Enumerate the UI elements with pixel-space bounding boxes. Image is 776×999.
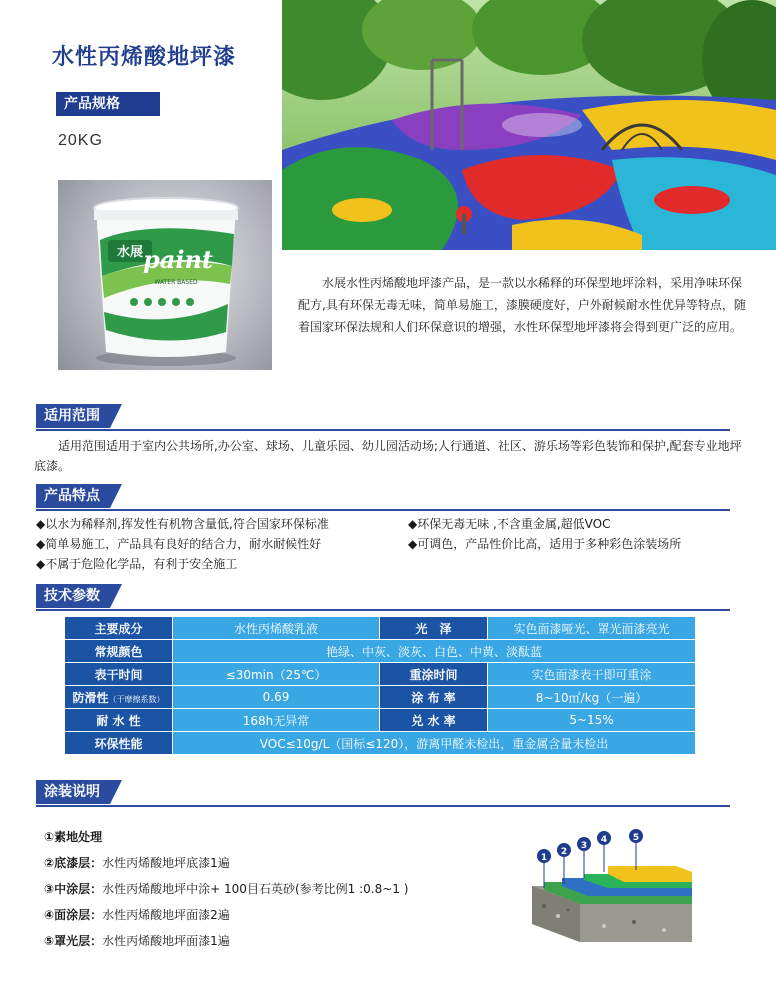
table-key: 主要成分: [65, 617, 173, 640]
table-key: 涂 布 率: [380, 686, 488, 709]
spec-value: 20KG: [58, 132, 103, 149]
bucket-brand-text: 水展: [116, 245, 144, 260]
table-value: 实色面漆哑光、罩光面漆亮光: [488, 617, 696, 640]
table-row: [65, 686, 696, 709]
layer-marker-text: 5: [632, 833, 640, 843]
section-features-label: 产品特点: [36, 484, 110, 508]
playground-photo: [282, 0, 776, 250]
playground-image: [282, 0, 776, 250]
layers-icon: [524, 826, 694, 944]
table-row: [65, 663, 696, 686]
layer-marker: [597, 831, 611, 845]
step-head: ③中涂层：: [44, 882, 103, 896]
table-value: 实色面漆表干即可重涂: [488, 663, 696, 686]
section-features-header: [36, 484, 110, 508]
bucket-script-text: paint: [143, 245, 213, 274]
step-head: ⑤罩光层：: [44, 934, 103, 948]
tech-table: [64, 616, 696, 755]
layer-marker: [537, 849, 551, 863]
coating-step: [44, 928, 408, 954]
layer-marker-text: 2: [560, 847, 568, 857]
section-divider: [36, 609, 730, 611]
table-row: [65, 617, 696, 640]
bucket-banner-text: WATER BASED: [154, 279, 198, 286]
table-key: 重涂时间: [380, 663, 488, 686]
layer-marker: [577, 837, 591, 851]
section-scope-label: 适用范围: [36, 404, 110, 428]
feature-item: ◆简单易施工，产品具有良好的结合力，耐水耐候性好: [36, 537, 322, 551]
table-key: 环保性能: [65, 732, 173, 755]
step-text: 水性丙烯酸地坪面漆2遍: [102, 908, 230, 922]
step-head: ④面涂层：: [44, 908, 103, 922]
table-key: 兑 水 率: [380, 709, 488, 732]
table-value: ≤30min（25℃）: [173, 663, 380, 686]
layer-marker: [629, 829, 643, 843]
table-value: 5~15%: [488, 709, 696, 732]
intro-paragraph: 水展水性丙烯酸地坪漆产品，是一款以水稀释的环保型地坪涂料，采用净味环保配方,具有环保无毒无味，简单易施工，漆膜硬度好，户外耐候耐水性优异等特点，随着国家环保法规和人们环保意识的增强，水性环保型地坪漆将会得到更广泛的应用。: [298, 276, 746, 334]
feature-item: ◆以水为稀释剂,挥发性有机物含量低,符合国家环保标准: [36, 517, 329, 531]
step-text: 水性丙烯酸地坪面漆1遍: [102, 934, 230, 948]
layer-marker-text: 3: [580, 841, 588, 851]
scope-text: 适用范围适用于室内公共场所,办公室、球场、儿童乐园、幼儿园活动场;人行通道、社区、游乐场等彩色装饰和保护,配套专业地坪底漆。: [34, 439, 742, 473]
table-value: 水性丙烯酸乳液: [173, 617, 380, 640]
feature-item: ◆不属于危险化学品，有利于安全施工: [36, 557, 238, 571]
coating-step: [44, 850, 408, 876]
section-coating-label: 涂装说明: [36, 780, 110, 804]
step-head: ②底漆层：: [44, 856, 103, 870]
section-divider: [36, 805, 730, 807]
section-divider: [36, 429, 730, 431]
step-head: ①素地处理: [44, 830, 103, 844]
layer-marker-text: 4: [600, 835, 608, 845]
table-key: 耐 水 性: [65, 709, 173, 732]
table-key: 表干时间: [65, 663, 173, 686]
table-value: VOC≤10g/L（国标≤120），游离甲醛未检出，重金属含量未检出: [173, 732, 696, 755]
layer-marker: [557, 843, 571, 857]
table-value: 艳绿、中灰、淡灰、白色、中黄、淡酞蓝: [173, 640, 696, 663]
step-text: 水性丙烯酸地坪底漆1遍: [102, 856, 230, 870]
section-tech-label: 技术参数: [36, 584, 110, 608]
coating-layers-diagram: [524, 826, 694, 944]
spec-badge: 产品规格: [56, 92, 160, 116]
coating-step: [44, 876, 408, 902]
layer-marker-text: 1: [540, 853, 548, 863]
table-value: 8~10㎡/kg（一遍）: [488, 686, 696, 709]
table-row: [65, 640, 696, 663]
coating-step: [44, 824, 408, 850]
section-divider: [36, 509, 730, 511]
page-title: 水性丙烯酸地坪漆: [52, 45, 237, 70]
table-key: [65, 686, 173, 709]
coating-steps: [44, 824, 408, 954]
feature-item: ◆环保无毒无味 ,不含重金属,超低VOC: [408, 517, 611, 531]
section-tech-header: [36, 584, 110, 608]
coating-step: [44, 902, 408, 928]
table-value: 168h无异常: [173, 709, 380, 732]
table-row: [65, 732, 696, 755]
table-key-note: （干摩擦系数）: [108, 694, 165, 704]
table-key-text: 防滑性: [72, 690, 109, 705]
product-image: [58, 180, 272, 370]
table-row: [65, 709, 696, 732]
table-value: 0.69: [173, 686, 380, 709]
feature-item: ◆可调色，产品性价比高，适用于多种彩色涂装场所: [408, 537, 682, 551]
section-coating-header: [36, 780, 110, 804]
table-key: 光 泽: [380, 617, 488, 640]
step-text: 水性丙烯酸地坪中涂+ 100目石英砂(参考比例1 :0.8~1 ): [102, 882, 409, 896]
table-key: 常规颜色: [65, 640, 173, 663]
section-scope-header: [36, 404, 110, 428]
paint-bucket-icon: [58, 180, 272, 370]
